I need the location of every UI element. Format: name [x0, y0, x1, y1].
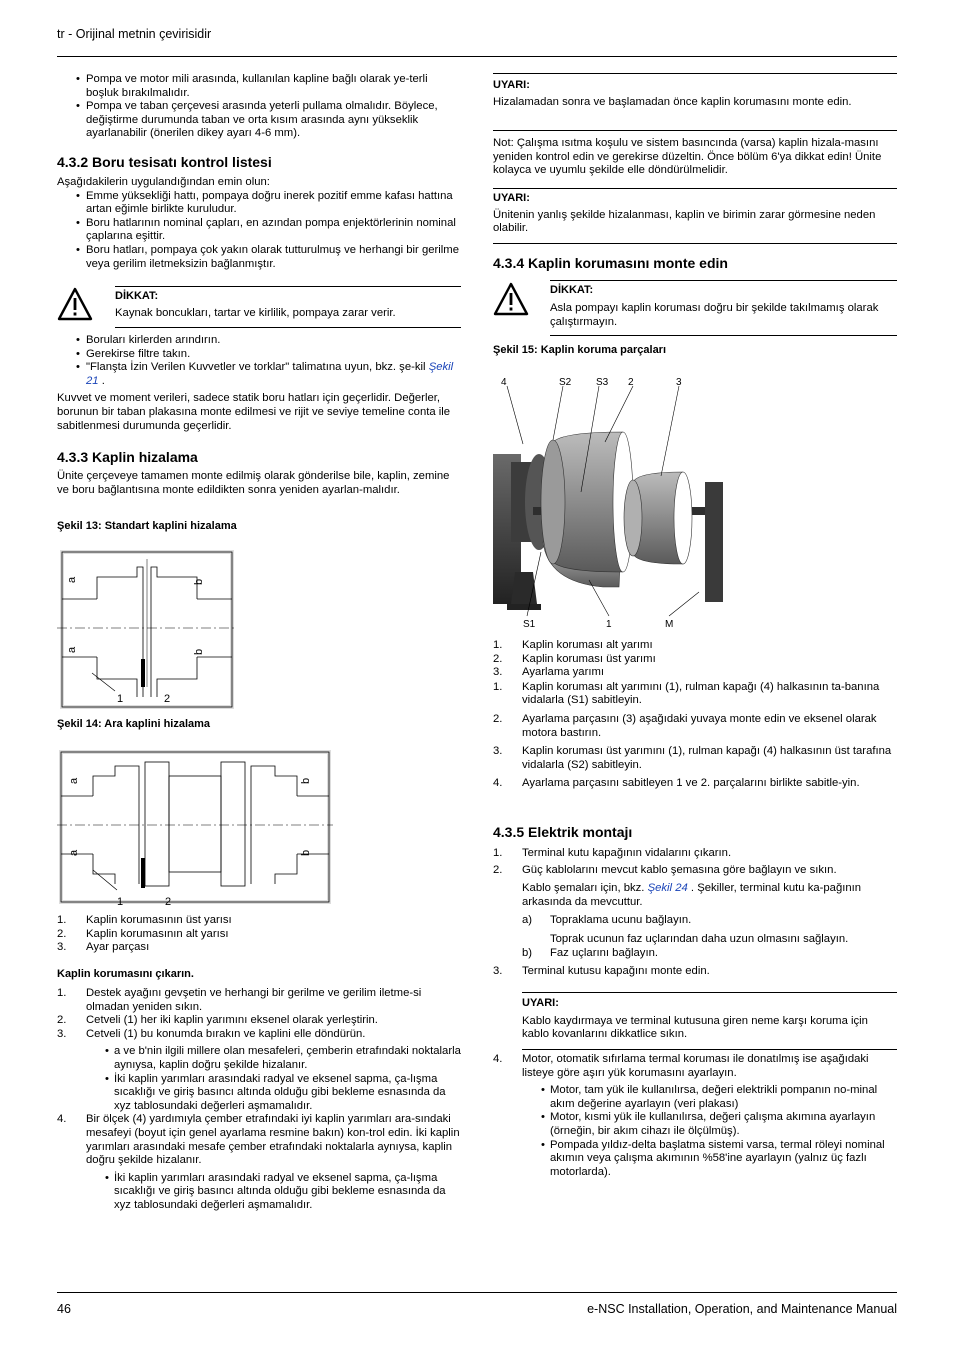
step-text: Kaplin koruması alt yarımını (1), rulman kapağı (4) halkasının ta-banına vidalarla (S1) sabitleyin.	[522, 680, 880, 707]
list-item: • Emme yüksekliği hattı, pompaya doğru inerek pozitif emme kafası hattına artan eğimle birlikte kuruludur.	[57, 190, 462, 217]
paragraph: Kuvvet ve moment verileri, sadece statik boru hatları için geçerlidir. Değerler, borunun bir taban plakasına monte edilmesi ve rijit ve seviye temeline conta ile sabitlenmesi durumunda geçerlidir.	[57, 392, 451, 432]
caution-box	[493, 280, 897, 336]
figure-label-b: b	[193, 648, 205, 655]
step-number: 4.	[493, 777, 503, 790]
step	[57, 987, 462, 1014]
step-text: Destek ayağını gevşetin ve herhangi bir gerilme ve gerilim iletme-si olmadan yeniden sıkın.	[86, 987, 422, 1013]
legend-number: 1.	[493, 639, 503, 651]
warning-text: Ünitenin yanlış şekilde hizalanması, kaplin ve birimin zarar görmesine neden olabilir.	[493, 208, 876, 235]
step-number: 4.	[493, 1053, 503, 1065]
legend-item	[57, 914, 462, 928]
warning-label: UYARI:	[493, 192, 530, 204]
sub-step-letter: b)	[522, 946, 533, 959]
step-text: Ayarlama parçasını (3) aşağıdaki yuvaya monte edin ve eksenel olarak motora bastırın.	[522, 712, 877, 739]
header-rule	[57, 56, 897, 57]
figure-link[interactable]: Şekil 21	[86, 361, 454, 387]
step-text: Kaplin koruması üst yarımını (1), rulman kapağı (4) halkasının üst tarafına vidalarla (S2) sabitleyin.	[522, 745, 892, 771]
legend-number: 1.	[57, 914, 67, 926]
list-item: • Boruları kirlerden arındırın.	[57, 334, 462, 348]
figure-15-legend	[493, 639, 897, 791]
step	[493, 847, 897, 861]
warning-label: UYARI:	[493, 79, 530, 91]
warning-label: UYARI:	[522, 997, 559, 1009]
legend-text: Kaplin korumasının üst yarısı	[86, 914, 232, 926]
sub-step-letter: a)	[522, 914, 533, 927]
section-heading-432: 4.3.2 Boru tesisatı kontrol listesi	[57, 154, 272, 170]
header-title: tr - Orijinal metnin çevirisidir	[57, 27, 212, 41]
figure-label-a: a	[66, 576, 78, 583]
step-text: Motor, otomatik sıfırlama termal koruması ile donatılmış ise aşağıdaki listeye göre aşırı yük korumasını ayarlayın.	[522, 1053, 869, 1079]
figure-label-1: 1	[117, 693, 124, 705]
figure-14-caption: Şekil 14: Ara kaplini hizalama	[57, 718, 211, 730]
figure-13-caption: Şekil 13: Standart kaplini hizalama	[57, 520, 237, 532]
legend-number: 2.	[57, 927, 67, 940]
section-heading-433: 4.3.3 Kaplin hizalama	[57, 449, 198, 465]
step-number: 2.	[493, 712, 503, 725]
step-text: Bir ölçek (4) yardımıyla çember etrafındaki iyi kaplin yarımları ara-sındaki mesafeyi (boyut için genel ayarlama resmine bakın) kon-trol edin. İki kaplin yarımları arasındaki mesafe çember etrafındaki noktalarla aynıysa, kaplin doğru şekilde hizalanır.	[86, 1113, 460, 1167]
section-432-bullets2	[57, 334, 462, 433]
section-heading-434: 4.3.4 Kaplin korumasını monte edin	[493, 255, 728, 271]
sub-bullet: • İki kaplin yarımları arasındaki radyal ve eksenel sapma, ça-lışma sıcaklığı ve giriş basıncı altında olduğu gibi bekleme esnasında da xyz tablosundaki değerleri aşmamalıdır.	[57, 1172, 462, 1213]
legend-item	[493, 639, 897, 653]
list-item-end: .	[98, 374, 105, 387]
step	[493, 777, 897, 791]
step	[493, 745, 897, 772]
sub-step-text: Topraklama ucunu bağlayın.	[550, 914, 692, 927]
warning-text: Hizalamadan sonra ve başlamadan önce kaplin korumasını monte edin.	[493, 95, 852, 108]
step-number: 3.	[493, 965, 503, 978]
step	[57, 1014, 462, 1028]
figure-label-a: a	[68, 777, 80, 784]
section-435-body	[493, 847, 897, 979]
warning-box	[522, 992, 897, 1050]
left-column	[57, 73, 462, 141]
section-heading-435: 4.3.5 Elektrik montajı	[493, 824, 633, 840]
legend-number: 3.	[493, 666, 503, 679]
list-item	[57, 361, 462, 388]
step-text: Cetveli (1) her iki kaplin yarımını eksenel olarak yerleştirin.	[86, 1014, 378, 1027]
procedure-label: Kaplin korumasını çıkarın.	[57, 968, 194, 980]
figure-label-b: b	[193, 578, 205, 585]
warning-box	[493, 73, 897, 131]
list-item: • Boru hatları, pompaya çok yakın olarak tutturulmuş ve herhangi bir gerilme veya gerilim iletmeksizin bağlanmıştır.	[57, 244, 462, 271]
figure-label: S2	[559, 377, 572, 388]
legend-text: Kaplin koruması alt yarımı	[522, 639, 653, 651]
figure-label: S3	[596, 377, 609, 388]
caution-label: DİKKAT:	[550, 284, 594, 296]
figure-13-standard-coupling	[57, 547, 237, 712]
step-text: Ayarlama parçasını sabitleyen 1 ve 2. parçalarını birlikte sabitle-yin.	[522, 777, 860, 790]
step-number: 2.	[493, 863, 503, 876]
footer-rule	[57, 1292, 897, 1293]
page-number: 46	[57, 1302, 71, 1316]
figure-label: 1	[606, 619, 612, 630]
step-text: Terminal kutu kapağının vidalarını çıkarın.	[522, 847, 732, 859]
figure-14-legend	[57, 914, 462, 955]
legend-text: Kaplin korumasının alt yarısı	[86, 927, 229, 940]
figure-label-1: 1	[117, 896, 124, 908]
legend-item	[57, 941, 462, 955]
step	[493, 681, 897, 708]
legend-item	[493, 653, 897, 667]
intro-text: Aşağıdakilerin uygulandığından emin olun:	[57, 176, 270, 188]
step-note	[493, 882, 897, 909]
figure-15-caption: Şekil 15: Kaplin koruma parçaları	[493, 344, 667, 356]
step-number: 2.	[57, 1014, 67, 1027]
figure-label: S1	[523, 619, 536, 630]
sub-step	[493, 947, 897, 961]
step	[57, 1028, 462, 1042]
figure-label-2: 2	[164, 693, 171, 705]
caution-text: Asla pompayı kaplin koruması doğru bir şekilde takılmamış olarak çalıştırmayın.	[550, 302, 879, 328]
sub-bullet: • Motor, kısmi yük ile kullanılırsa, değeri çalışma akımına ayarlayın (örneğin, bir akım cihazı ile ölçülmüş).	[493, 1111, 897, 1138]
figure-label-2: 2	[165, 896, 172, 908]
sub-bullet: • İki kaplin yarımları arasındaki radyal ve eksenel sapma, ça-lışma sıcaklığı ve giriş basıncı altında olduğu gibi bekleme esnasında da xyz tablosundaki değerleri aşmamalıdır.	[57, 1073, 462, 1114]
figure-label-a: a	[66, 646, 78, 653]
figure-label: M	[665, 619, 674, 630]
section-432-body	[57, 176, 462, 271]
sub-bullet: • Pompada yıldız-delta başlatma sistemi varsa, termal röleyi nominal akımın veya çalışma akımının %58'ine ayarlayın (yalnız üç fazlı motorlarda).	[493, 1139, 897, 1180]
legend-item	[57, 928, 462, 942]
step	[57, 1113, 462, 1167]
legend-item	[493, 666, 897, 680]
sub-bullet: • Motor, tam yük ile kullanılırsa, değeri elektrikli pompanın no-minal akım değerine ayarlayın (veri plakası)	[493, 1084, 897, 1111]
section-435-step4	[493, 1053, 897, 1179]
legend-text: Ayar parçası	[86, 941, 150, 954]
legend-number: 2.	[493, 652, 503, 665]
warning-text: Kablo kaydırmaya ve terminal kutusuna giren neme karşı koruma için kablo kovanlarını dikkatlice sıkın.	[522, 1014, 868, 1041]
step	[493, 965, 897, 979]
step-number: 3.	[57, 1027, 67, 1040]
legend-text: Ayarlama yarımı	[522, 666, 605, 679]
step-number: 1.	[493, 847, 503, 859]
footer-manual-title: e-NSC Installation, Operation, and Maintenance Manual	[587, 1302, 897, 1316]
procedure-steps	[57, 987, 462, 1213]
warning-triangle-icon	[57, 287, 93, 321]
list-item-text: "Flanşta İzin Verilen Kuvvetler ve torklar" talimatına uyun, bkz. şe-kil	[86, 361, 426, 374]
figure-label-b: b	[300, 777, 312, 784]
list-item: • Pompa ve motor mili arasında, kullanılan kapline bağlı olarak ye-terli boşluk bırakılmalıdır.	[57, 73, 462, 100]
caution-box	[57, 286, 462, 328]
figure-label: 4	[501, 377, 507, 388]
figure-link[interactable]: Şekil 24	[647, 882, 688, 895]
figure-label-b: b	[300, 849, 312, 856]
figure-label-a: a	[68, 849, 80, 856]
legend-number: 3.	[57, 941, 67, 954]
note-text: Not: Çalışma ısıtma koşulu ve sistem basıncında (varsa) kaplin hizala-masını yeniden kontrol edin ve gerekirse düzeltin. Önce bölüm 6'ya dikkat edin! Ünite kolayca ve uyumlu şekilde elle döndürülmelidir.	[493, 137, 882, 177]
list-item: • Boru hatlarının nominal çapları, en azından pompa enjektörlerinin nominal çaplarına eşittir.	[57, 217, 462, 244]
step	[493, 1053, 897, 1080]
figure-label: 2	[628, 377, 634, 388]
sub-bullet: • a ve b'nin ilgili millere olan mesafeleri, çemberin etrafındaki noktalarla aynıysa, kaplin doğru şekilde hizalanır.	[57, 1045, 462, 1072]
step-number: 3.	[493, 745, 503, 758]
step-text: Cetveli (1) bu konumda bırakın ve kaplini elle döndürün.	[86, 1027, 366, 1040]
step-text: Güç kablolarını mevcut kablo şemasına göre bağlayın ve sıkın.	[522, 863, 837, 876]
sub-step	[493, 914, 897, 928]
warning-triangle-icon	[493, 282, 529, 316]
step-number: 4.	[57, 1113, 67, 1126]
step-number: 1.	[57, 987, 67, 999]
sub-step-text: Faz uçlarını bağlayın.	[550, 946, 659, 959]
note-text: Kablo şemaları için, bkz.	[522, 882, 645, 895]
caution-text: Kaynak boncukları, tartar ve kirlilik, pompaya zarar verir.	[115, 307, 396, 319]
warning-box	[493, 188, 897, 244]
caution-label: DİKKAT:	[115, 290, 159, 302]
figure-15-coupling-guard-parts	[493, 372, 723, 634]
figure-label: 3	[676, 377, 682, 388]
sub-step-note: Toprak ucunun faz uçlarından daha uzun olmasını sağlayın.	[550, 932, 849, 945]
step-number: 1.	[493, 680, 503, 693]
step	[493, 864, 897, 878]
list-item: • Pompa ve taban çerçevesi arasında yeterli pullama olmalıdır. Böylece, değiştirme durumunda taban ve orta kısım arasında aynı yükseklik ayarlanabilir (önerilen dikey ayarı 4-6 mm).	[57, 100, 462, 141]
figure-14-intermediate-coupling	[57, 748, 333, 910]
paragraph: Ünite çerçeveye tamamen monte edilmiş olarak gönderilse bile, kaplin, zemine ve boru bağlantısına monte edildikten sonra yeniden ayarlan-malıdır.	[57, 470, 450, 496]
step	[493, 713, 897, 740]
legend-text: Kaplin koruması üst yarımı	[522, 652, 656, 665]
list-item: • Gerekirse filtre takın.	[57, 348, 462, 362]
step-text: Terminal kutusu kapağını monte edin.	[522, 965, 710, 978]
note-text: . Şekiller, terminal kutu ka-pağının arkasında da mevcuttur.	[522, 882, 862, 908]
